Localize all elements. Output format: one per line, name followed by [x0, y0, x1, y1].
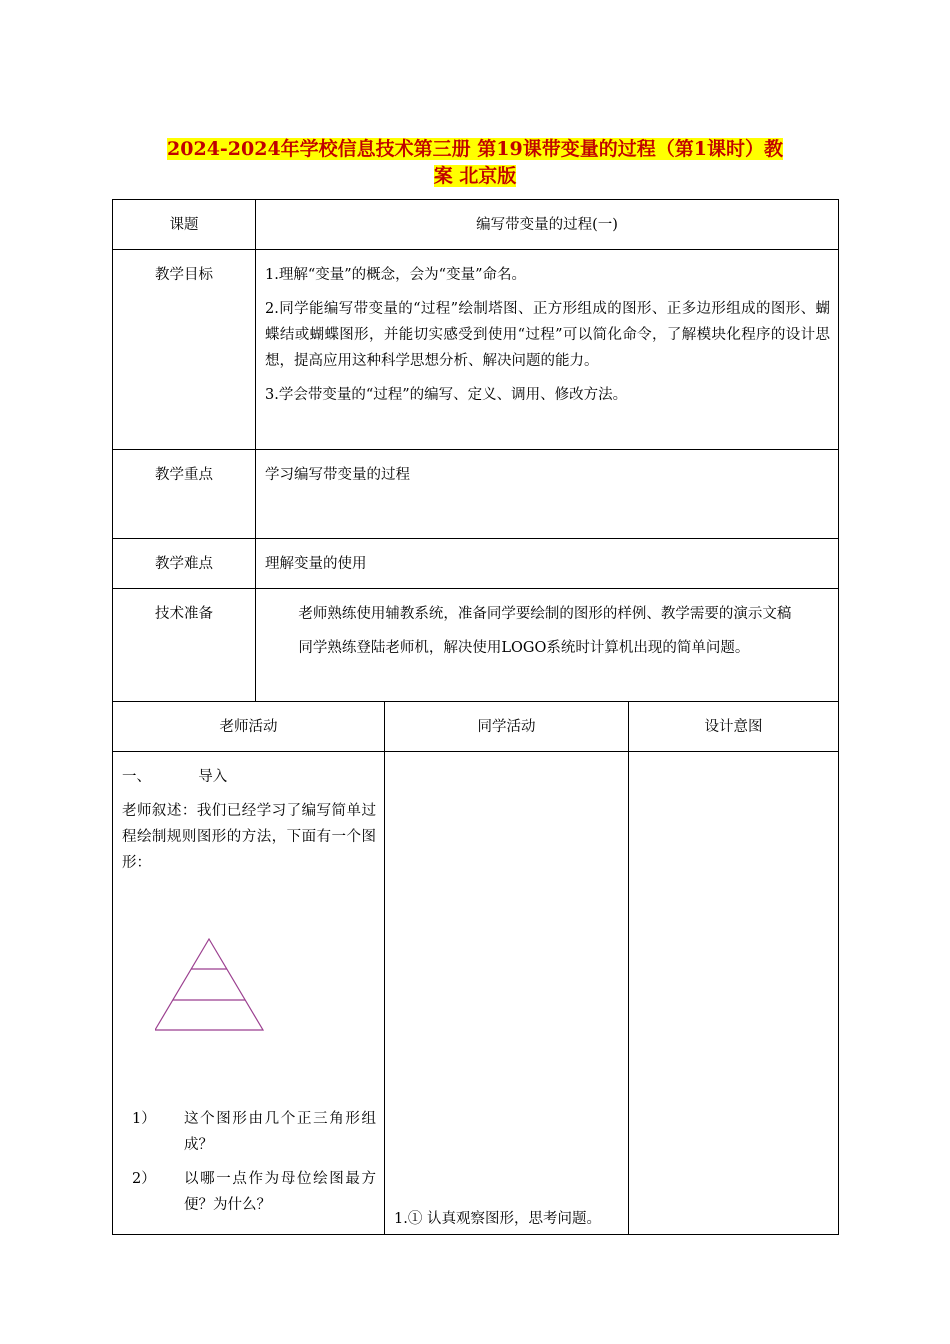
- student-activity-header: 同学活动: [385, 702, 629, 752]
- goal-3: 3.学会带变量的“过程”的编写、定义、调用、修改方法。: [265, 387, 628, 403]
- activity-header-row: [113, 702, 839, 752]
- intro-heading: [122, 764, 376, 790]
- topic-value: 编写带变量的过程(一): [256, 200, 839, 250]
- difficulty-value: 理解变量的使用: [256, 539, 839, 589]
- triangle-figure: [122, 884, 376, 1106]
- prep-2: 同学熟练登陆老师机，解决使用LOGO系统时计算机出现的简单问题。: [298, 640, 750, 656]
- goal-1: 1.理解“变量”的概念，会为“变量”命名。: [265, 267, 526, 283]
- activity-row: [113, 752, 839, 1235]
- goal-content: [256, 250, 839, 450]
- document-title: [100, 136, 850, 190]
- goal-2: 2.同学能编写带变量的“过程”绘制塔图、正方形组成的图形、正多边形组成的图形、蝴蝶结或蝴蝶图形，并能切实感受到使用“过程”可以简化命令，了解模块化程序的设计思想，提高应用这种科学思想分析、解决问题的能力。: [265, 301, 830, 369]
- key-label: 教学重点: [113, 450, 256, 539]
- prep-1: 老师熟练使用辅教系统，准备同学要绘制的图形的样例、教学需要的演示文稿: [298, 606, 792, 622]
- lesson-plan-table: [112, 199, 839, 1235]
- prep-content: [256, 589, 839, 702]
- topic-label: 课题: [113, 200, 256, 250]
- question-1-number: 1）: [132, 1111, 156, 1127]
- triangle-outline: [155, 939, 263, 1030]
- teacher-activity-header: 老师活动: [113, 702, 385, 752]
- key-value: 学习编写带变量的过程: [256, 450, 839, 539]
- student-activity-text: 1.① 认真观察图形，思考问题。: [394, 1211, 601, 1227]
- teacher-activity-cell: [113, 752, 385, 1235]
- intro-number: 一、: [122, 769, 151, 785]
- intro-title: 导入: [198, 769, 228, 785]
- pyramid-figure: [155, 934, 285, 1044]
- question-1-text: 这个图形由几个正三角形组成？: [184, 1111, 376, 1153]
- difficulty-label: 教学难点: [113, 539, 256, 589]
- topic-row: [113, 200, 839, 250]
- prep-row: [113, 589, 839, 702]
- goal-label: 教学目标: [113, 250, 256, 450]
- question-1: [122, 1106, 376, 1158]
- design-intent-header: 设计意图: [629, 702, 839, 752]
- teacher-narration: 老师叙述：我们已经学习了编写简单过程绘制规则图形的方法，下面有一个图形：: [122, 803, 376, 871]
- difficulty-row: [113, 539, 839, 589]
- question-2-text: 以哪一点作为母位绘图最方便？为什么？: [184, 1171, 376, 1213]
- question-2-number: 2）: [132, 1171, 156, 1187]
- student-activity-cell: [385, 752, 629, 1235]
- key-row: [113, 450, 839, 539]
- prep-label: 技术准备: [113, 589, 256, 702]
- design-intent-cell: [629, 752, 839, 1235]
- goal-row: [113, 250, 839, 450]
- title-line-2: 案 北京版: [433, 165, 517, 187]
- question-2: [122, 1166, 376, 1218]
- title-line-1: 2024-2024年学校信息技术第三册 第19课带变量的过程（第1课时）教: [167, 138, 783, 160]
